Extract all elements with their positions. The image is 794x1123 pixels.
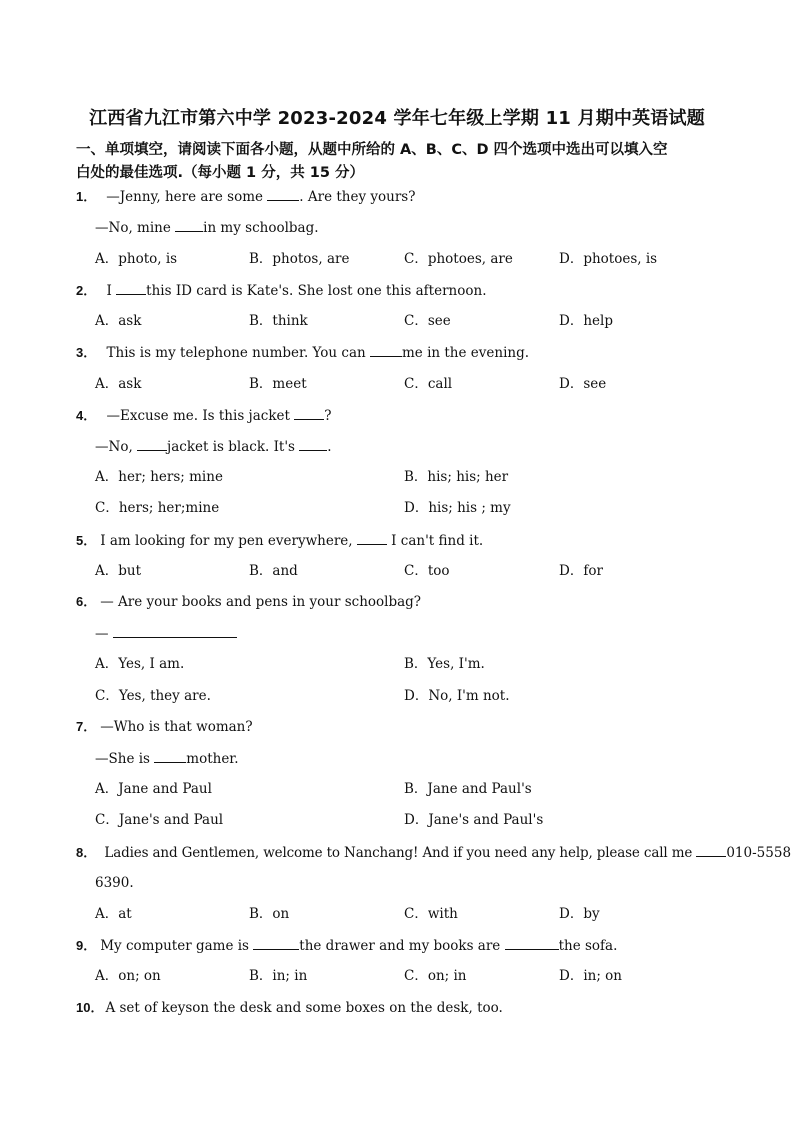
option-c[interactable]: C．too [404, 563, 450, 579]
question-7-line2 [95, 749, 239, 768]
question-text: —No, mine [95, 220, 176, 236]
option-d[interactable]: D．by [559, 906, 600, 922]
question-text: jacket is black. It's [167, 439, 300, 455]
question-5 [76, 531, 483, 550]
option-a[interactable]: A．on; on [95, 968, 161, 984]
option-b[interactable]: B．meet [249, 376, 307, 392]
option-c[interactable]: C．call [404, 376, 453, 392]
option-c[interactable]: C．hers; her;mine [95, 500, 220, 516]
question-8 [76, 843, 791, 862]
question-1 [76, 187, 415, 206]
option-c[interactable]: C．Jane's and Paul [95, 812, 224, 828]
question-4 [76, 406, 331, 425]
exam-title: 江西省九江市第六中学 2023-2024 学年七年级上学期 11 月期中英语试题 [89, 108, 705, 129]
answer-blank [113, 624, 237, 638]
answer-blank [253, 936, 299, 950]
question-text: —Who is that woman? [100, 719, 253, 735]
question-number: 2． [76, 283, 97, 298]
question-2 [76, 281, 486, 300]
option-c[interactable]: C．photoes, are [404, 251, 513, 267]
option-c[interactable]: C．with [404, 906, 458, 922]
question-text: My computer game is [100, 938, 254, 954]
question-10 [76, 999, 503, 1017]
option-d[interactable]: D．Jane's and Paul's [404, 812, 544, 828]
question-text: —No, [95, 439, 138, 455]
section-heading-line1: 一、单项填空，请阅读下面各小题，从题中所给的 A、B、C、D 四个选项中选出可以填入空 [76, 142, 668, 158]
option-d[interactable]: D．photoes, is [559, 251, 658, 267]
answer-blank [294, 406, 324, 420]
question-text: Ladies and Gentlemen, welcome to Nanchang! And if you need any help, please call me [100, 845, 697, 861]
question-4-line2 [95, 437, 332, 456]
question-number: 9． [76, 938, 97, 953]
question-6-line2 [95, 624, 237, 643]
option-d[interactable]: D．help [559, 313, 613, 329]
option-b[interactable]: B．photos, are [249, 251, 350, 267]
option-a[interactable]: A．photo, is [95, 251, 178, 267]
answer-blank [175, 218, 203, 232]
option-a[interactable]: A．but [95, 563, 142, 579]
option-d[interactable]: D．in; on [559, 968, 622, 984]
question-text: . Are they yours? [299, 189, 416, 205]
question-text: This is my telephone number. You can [102, 345, 370, 361]
question-1-line2 [95, 218, 319, 237]
question-number: 8． [76, 845, 97, 860]
answer-blank [116, 281, 146, 295]
question-text: the sofa. [558, 938, 618, 954]
question-text: A set of keyson the desk and some boxes on the desk, too. [105, 1000, 503, 1016]
question-8-line2: 6390. [95, 875, 134, 891]
option-a[interactable]: A．at [95, 906, 132, 922]
option-d[interactable]: D．see [559, 376, 607, 392]
question-9 [76, 936, 617, 955]
answer-blank [370, 343, 402, 357]
option-a[interactable]: A．her; hers; mine [95, 469, 223, 485]
question-text: —Jenny, here are some [106, 189, 268, 205]
question-text: 010-5558 [726, 845, 792, 861]
section-instructions [76, 139, 736, 185]
question-text: I am looking for my pen everywhere, [100, 533, 357, 549]
question-text: in my schoolbag. [203, 220, 319, 236]
answer-blank [299, 437, 327, 451]
question-text: this ID card is Kate's. She lost one this afternoon. [146, 283, 487, 299]
option-b[interactable]: B．Yes, I'm. [404, 656, 485, 672]
question-text: — [95, 626, 113, 642]
question-number: 5． [76, 533, 97, 548]
question-text: ? [324, 408, 332, 424]
question-number: 3． [76, 345, 97, 360]
question-text: —Excuse me. Is this jacket [102, 408, 295, 424]
option-a[interactable]: A．Yes, I am. [95, 656, 185, 672]
question-number: 10． [76, 1000, 104, 1015]
option-a[interactable]: A．Jane and Paul [95, 781, 212, 797]
question-number: 4． [76, 408, 97, 423]
question-number: 7． [76, 719, 97, 734]
question-text: I [102, 283, 117, 299]
option-b[interactable]: B．think [249, 313, 308, 329]
question-text: mother. [186, 751, 239, 767]
question-text: I can't find it. [386, 533, 484, 549]
question-text: —She is [95, 751, 155, 767]
option-c[interactable]: C．see [404, 313, 451, 329]
option-d[interactable]: D．No, I'm not. [404, 688, 510, 704]
question-6 [76, 593, 421, 611]
answer-blank [137, 437, 167, 451]
option-d[interactable]: D．for [559, 563, 603, 579]
option-b[interactable]: B．and [249, 563, 298, 579]
option-c[interactable]: C．Yes, they are. [95, 688, 211, 704]
question-text: . [327, 439, 332, 455]
option-a[interactable]: A．ask [95, 376, 142, 392]
answer-blank [154, 749, 186, 763]
question-7 [76, 718, 253, 736]
option-d[interactable]: D．his; his ; my [404, 500, 511, 516]
option-b[interactable]: B．on [249, 906, 290, 922]
section-heading-line2: 白处的最佳选项.（每小题 1 分，共 15 分） [76, 165, 364, 181]
question-text: — Are your books and pens in your schoolbag? [100, 594, 422, 610]
option-c[interactable]: C．on; in [404, 968, 467, 984]
option-b[interactable]: B．Jane and Paul's [404, 781, 532, 797]
question-3 [76, 343, 529, 362]
question-text: the drawer and my books are [299, 938, 505, 954]
answer-blank [357, 531, 387, 545]
option-a[interactable]: A．ask [95, 313, 142, 329]
answer-blank [696, 843, 726, 857]
answer-blank [505, 936, 559, 950]
option-b[interactable]: B．his; his; her [404, 469, 509, 485]
question-text: me in the evening. [402, 345, 530, 361]
option-b[interactable]: B．in; in [249, 968, 308, 984]
question-number: 6． [76, 594, 97, 609]
answer-blank [267, 187, 299, 201]
question-number: 1． [76, 189, 97, 204]
